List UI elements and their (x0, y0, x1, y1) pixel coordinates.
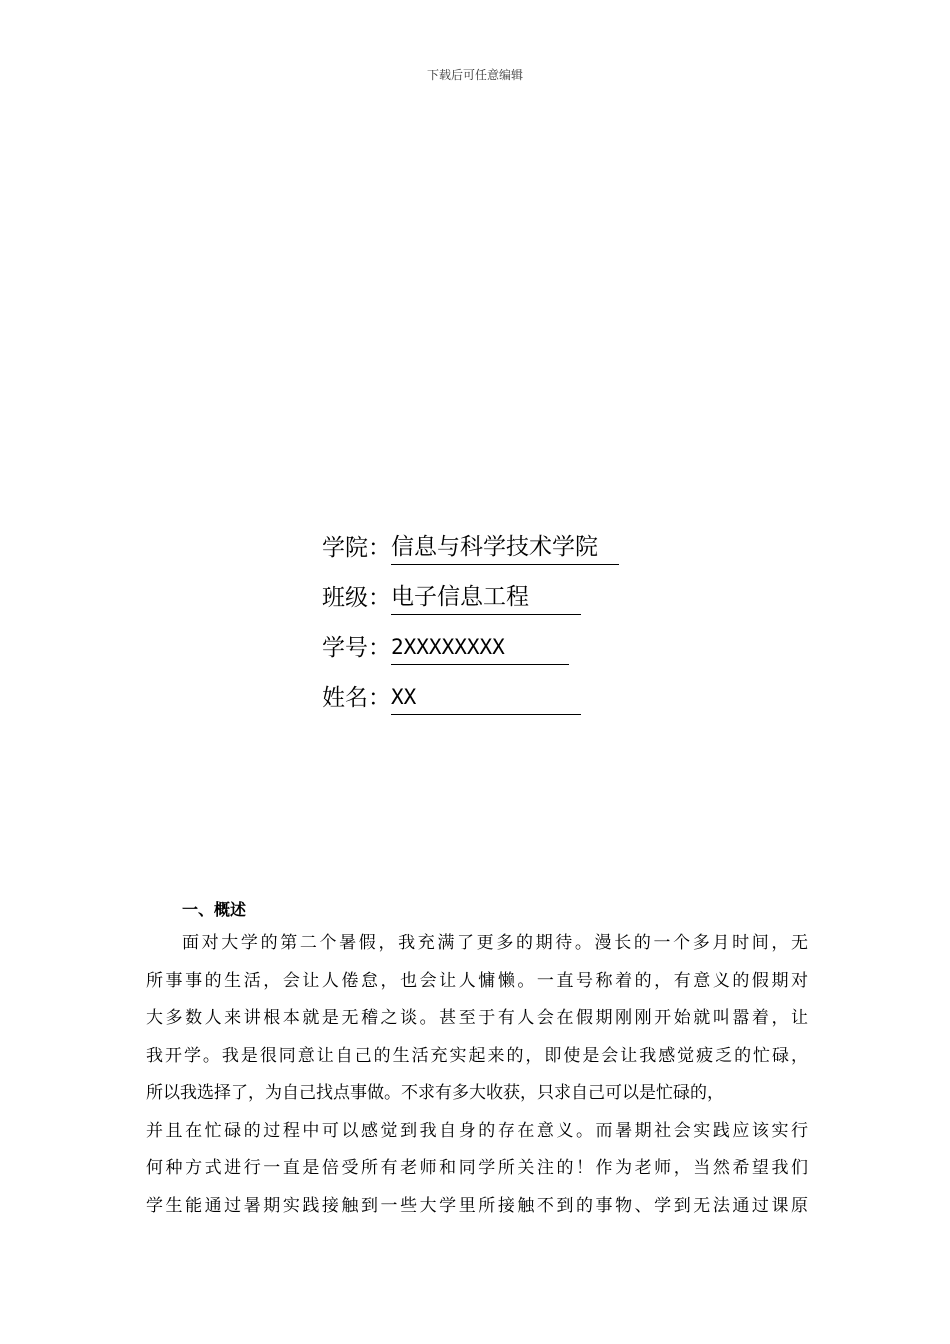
body-line: 何种方式进行一直是倍受所有老师和同学所关注的！作为老师，当然希望我们 (146, 1158, 808, 1178)
college-label: 学院： (322, 535, 391, 561)
student-id-label: 学号： (322, 635, 391, 661)
body-line: 面对大学的第二个暑假，我充满了更多的期待。漫长的一个多月时间，无 (182, 933, 808, 953)
college-row (322, 530, 619, 580)
class-value: 电子信息工程 (391, 580, 581, 615)
student-id-value: 2XXXXXXXX (391, 630, 569, 665)
body-line: 大多数人来讲根本就是无稽之谈。甚至于有人会在假期刚刚开始就叫嚣着，让 (146, 1008, 808, 1028)
header-note: 下载后可任意编辑 (426, 68, 523, 82)
college-value: 信息与科学技术学院 (391, 530, 619, 565)
student-id-row (322, 630, 619, 680)
section-body (146, 928, 808, 1228)
name-label: 姓名： (322, 685, 391, 711)
body-line: 并且在忙碌的过程中可以感觉到我自身的存在意义。而暑期社会实践应该实行 (146, 1120, 808, 1141)
body-line: 我开学。我是很同意让自己的生活充实起来的，即使是会让我感觉疲乏的忙碌， (146, 1045, 808, 1066)
body-line: 所以我选择了，为自己找点事做。不求有多大收获，只求自己可以是忙碌的， (146, 1083, 724, 1103)
class-row (322, 580, 619, 630)
name-value: XX (391, 680, 581, 715)
section-title: 一、概述 (182, 900, 247, 919)
name-row (322, 680, 619, 730)
body-line: 学生能通过暑期实践接触到一些大学里所接触不到的事物、学到无法通过课原 (146, 1195, 808, 1216)
student-info-block (322, 530, 619, 730)
class-label: 班级： (322, 585, 391, 611)
body-line: 所事事的生活，会让人倦怠，也会让人慵懒。一直号称着的，有意义的假期对 (146, 970, 808, 991)
